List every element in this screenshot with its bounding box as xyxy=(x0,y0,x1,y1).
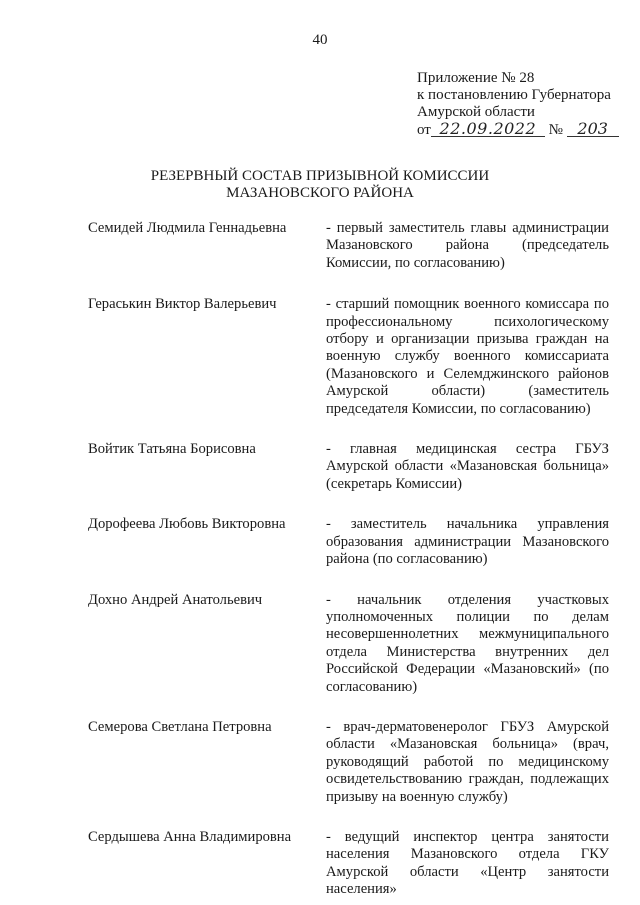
member-name: Семерова Светлана Петровна xyxy=(88,718,272,735)
member-role: - главная медицинская сестра ГБУЗ Амурской области «Мазановская больница» (секретарь Комиссии) xyxy=(326,441,609,492)
appendix-block xyxy=(417,70,619,139)
member-row xyxy=(88,829,614,899)
member-name: Дорофеева Любовь Викторовна xyxy=(88,516,286,533)
appendix-line-3: Амурской области xyxy=(417,104,535,120)
member-row xyxy=(88,441,614,493)
member-role: - начальник отделения участковых уполномоченных полиции по делам несовершеннолетних межмуниципального отдела Министерства внутренних дел Российской Федерации «Мазановский» (по согласованию) xyxy=(326,591,609,695)
member-name: Сердышева Анна Владимировна xyxy=(88,828,292,845)
appendix-line-1: Приложение № 28 xyxy=(417,70,535,86)
member-row xyxy=(88,719,614,806)
title-line-1: РЕЗЕРВНЫЙ СОСТАВ ПРИЗЫВНОЙ КОМИССИИ xyxy=(150,168,490,184)
document-title xyxy=(0,168,640,202)
title-line-2: МАЗАНОВСКОГО РАЙОНА xyxy=(226,185,414,201)
appendix-date-line xyxy=(417,121,619,139)
member-row xyxy=(88,592,614,696)
member-role: - врач-дерматовенеролог ГБУЗ Амурской области «Мазановская больница» (врач, руководящий работой по медицинскому освидетельствованию граждан, подлежащих призыву на военную службу) xyxy=(326,718,609,805)
member-role: - заместитель начальника управления образования администрации Мазановского района (по согласованию) xyxy=(326,516,609,568)
member-row xyxy=(88,220,614,272)
member-name: Войтик Татьяна Борисовна xyxy=(88,441,256,458)
appendix-line-2: к постановлению Губернатора xyxy=(417,87,611,103)
member-name: Гераськин Виктор Валерьевич xyxy=(88,296,277,313)
member-row xyxy=(88,296,614,418)
number-prefix: № xyxy=(548,122,563,138)
member-role: - старший помощник военного комиссара по профессиональному психологическому отбору и организации призыва граждан на военную службу военного комиссариата (Мазановского и Селемджинского районов Амурской области) (заместитель председателя Комиссии, по согласованию) xyxy=(326,296,609,417)
handwritten-number: 203 xyxy=(567,121,619,137)
member-name: Дохно Андрей Анатольевич xyxy=(88,591,263,608)
member-role: - ведущий инспектор центра занятости населения Мазановского отдела ГКУ Амурской области «Центр занятости населения» xyxy=(326,828,609,898)
members-list xyxy=(88,220,614,899)
member-name: Семидей Людмила Геннадьевна xyxy=(88,220,287,236)
member-row xyxy=(88,516,614,568)
member-role: - первый заместитель главы администрации Мазановского района (председатель Комиссии, по согласованию) xyxy=(326,220,609,271)
date-prefix: от xyxy=(417,122,431,138)
page-number: 40 xyxy=(312,32,328,48)
handwritten-date: 22.09.2022 xyxy=(431,121,545,137)
